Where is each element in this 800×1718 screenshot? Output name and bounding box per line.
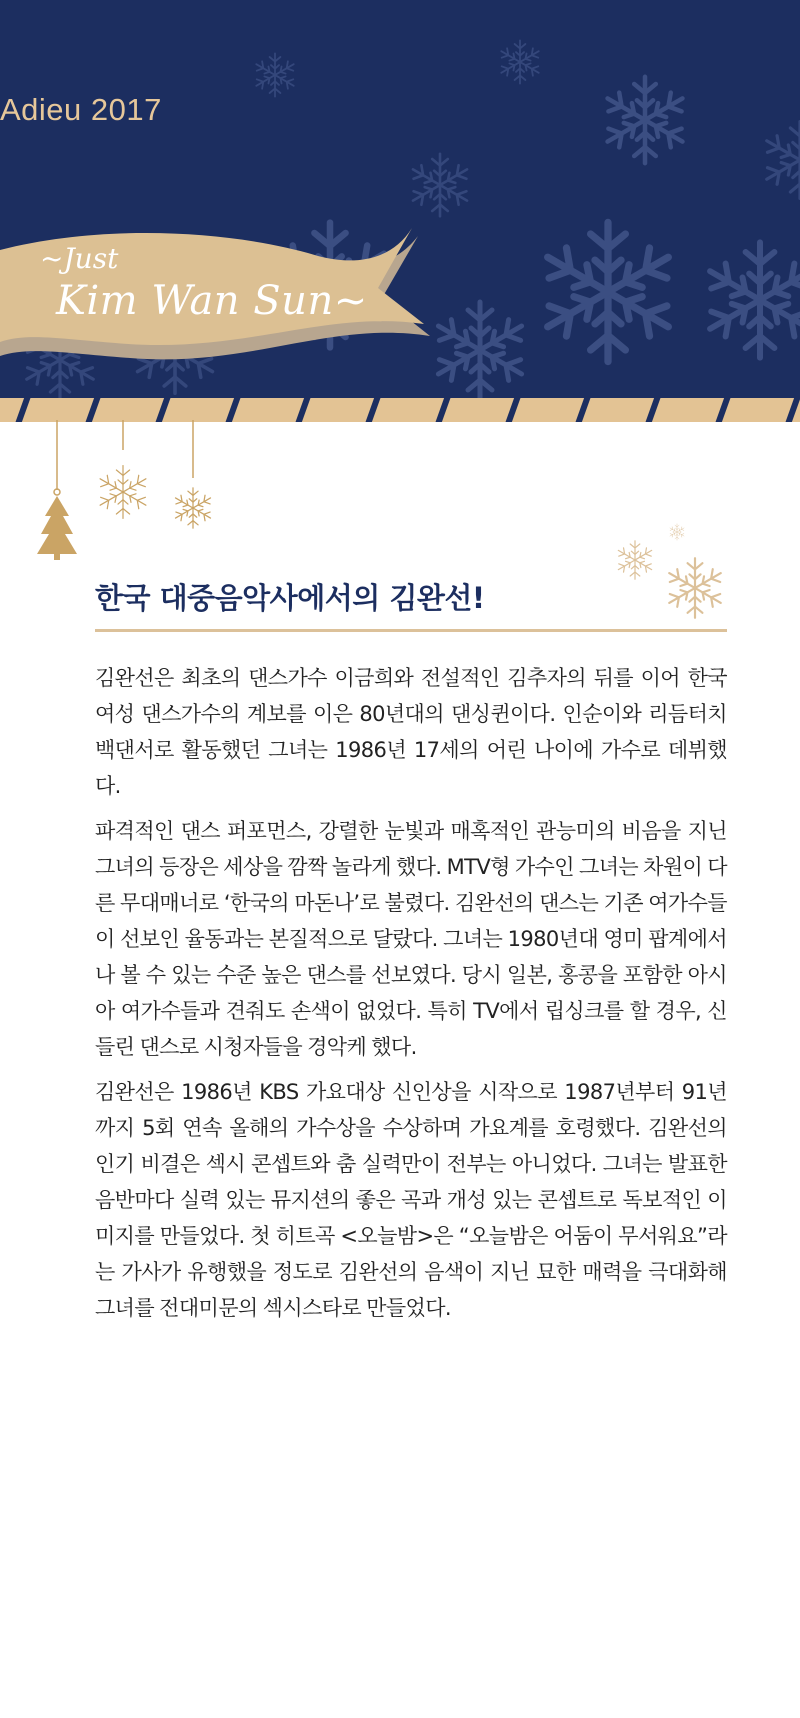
banner-name-text: Kim Wan Sun~ xyxy=(56,278,368,324)
snowflake-icon xyxy=(608,77,683,163)
title-snowflakes xyxy=(600,520,740,630)
article-paragraph: 파격적인 댄스 퍼포먼스, 강렬한 눈빛과 매혹적인 관능미의 비음을 지닌 그녀의 등장은 세상을 깜짝 놀라게 했다. MTV형 가수인 그녀는 차원이 다른 무대매너로 ‘한국의 마돈나’로 불렸다. 김완선의 댄스는 기존 여가수들이 선보인 율동과는 본질적으로 달랐다. 그녀는 1980년대 영미 팝계에서나 볼 수 있는 수준 높은 댄스를 선보였다. 당시 일본, 홍콩을 포함한 아시아 여가수들과 견줘도 손색이 없었다. 특히 TV에서 립싱크를 할 경우, 신들린 댄스로 시청자들을 경악케 했다. xyxy=(95,819,727,1059)
snowflake-icon xyxy=(669,558,721,618)
snowflake-icon xyxy=(670,524,684,540)
snowflake-icon xyxy=(710,242,800,357)
adieu-heading: Adieu 2017 xyxy=(0,92,162,127)
decorative-stripe xyxy=(0,398,800,422)
snowflake-icon xyxy=(501,40,538,83)
article-paragraph: 김완선은 최초의 댄스가수 이금희와 전설적인 김추자의 뒤를 이어 한국 여성 댄스가수의 계보를 이은 80년대의 댄싱퀸이다. 인순이와 리듬터치 백댄서로 활동했던 그녀는 1986년 17세의 어린 나이에 가수로 데뷔했다. xyxy=(95,666,727,798)
snowflake-icon xyxy=(438,302,521,398)
article-paragraph: 김완선은 1986년 KBS 가요대상 신인상을 시작으로 1987년부터 91년까지 5회 연속 올해의 가수상을 수상하며 가요계를 호령했다. 김완선의 인기 비결은 섹시 콘셉트와 춤 실력만이 전부는 아니었다. 그녀는 발표한 음반마다 실력 있는 뮤지션의 좋은 곡과 개성 있는 콘셉트로 독보적인 이미지를 만들었다. 첫 히트곡 <오늘밤>은 “오늘밤은 어둠이 무서워요”라는 가사가 유행했을 정도로 김완선의 음색이 지닌 묘한 매력을 극대화해 그녀를 전대미문의 섹시스타로 만들었다. xyxy=(95,1080,727,1320)
snowflake-ornament-icon xyxy=(100,466,146,519)
stripe-pattern xyxy=(0,398,800,422)
snowflake-icon xyxy=(548,222,669,361)
article-title: 한국 대중음악사에서의 김완선! xyxy=(95,581,485,615)
snowflake-icon xyxy=(256,53,293,96)
snowflake-icon xyxy=(767,122,800,199)
christmas-tree-icon xyxy=(37,489,77,560)
article-body xyxy=(95,660,727,1335)
banner-just-text: ~Just xyxy=(40,242,119,275)
title-divider xyxy=(95,629,727,632)
hanging-ornaments xyxy=(25,420,235,560)
snowflake-ornament-icon xyxy=(176,488,211,528)
snowflake-icon xyxy=(618,541,651,579)
header-banner xyxy=(0,0,800,398)
snowflake-icon xyxy=(413,154,467,216)
